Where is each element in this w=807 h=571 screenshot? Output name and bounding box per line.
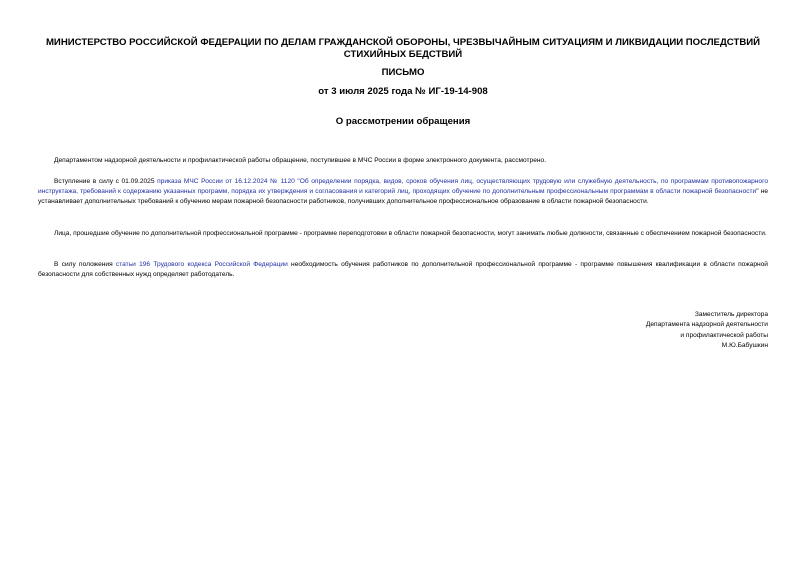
signature-name: М.Ю.Бабушкин xyxy=(721,342,768,350)
signature-position: Заместитель директора xyxy=(694,311,768,318)
signature-department-cont: и профилактической работы xyxy=(680,331,768,339)
labor-code-article-196-link[interactable]: статьи 196 Трудового кодекса Российской Федерации xyxy=(115,261,288,268)
paragraph-4 xyxy=(38,260,768,280)
paragraph-4-text-before: В силу положения xyxy=(54,261,116,268)
document-subject: О рассмотрении обращения xyxy=(335,116,471,127)
signature-block xyxy=(646,310,768,352)
organization-title: МИНИСТЕРСТВО РОССИЙСКОЙ ФЕДЕРАЦИИ ПО ДЕЛАМ ГРАЖДАНСКОЙ ОБОРОНЫ, ЧРЕЗВЫЧАЙНЫМ СИТУАЦИЯМ И ЛИКВИДАЦИИ ПОСЛЕДСТВИЙ СТИХИЙНЫХ БЕДСТВИЙ xyxy=(45,37,761,60)
paragraph-1: Департаментом надзорной деятельности и профилактической работы обращение, поступившее в МЧС России в форме электронного документа, рассмотрено. xyxy=(54,157,547,164)
paragraph-2-text-after: " не устанавливает дополнительных требований к обучению мерам пожарной безопасности работников, получивших дополнительное профессиональное образование в области пожарной безопасности. xyxy=(38,188,769,205)
document-date-number: от 3 июля 2025 года № ИГ-19-14-908 xyxy=(318,86,488,97)
order-1120-link[interactable]: приказа МЧС России от 16.12.2024 № 1120 "Об определении порядка, видов, сроков обучения лиц, осуществляющих трудовую или служебную деятельность, по программам противопожарного инструктажа, требований к содержанию указанных программ, порядка их утверждения и согласования и категорий лиц, проходящих обучение по дополнительным профессиональным программам в области пожарной безопасности xyxy=(38,178,769,195)
paragraph-2-text-before: Вступление в силу с 01.09.2025 xyxy=(54,178,158,185)
paragraph-3: Лица, прошедшие обучение по дополнительной профессиональной программе - программе переподготовки в области пожарной безопасности, могут занимать любые должности, связанные с обеспечением пожарной безопасности. xyxy=(54,230,767,237)
paragraph-4-text-after: необходимость обучения работников по дополнительной профессиональной программе - программе повышения квалификации в области пожарной безопасности для собственных нужд определяет работодатель. xyxy=(38,261,768,278)
paragraph-2 xyxy=(38,177,768,207)
signature-department: Департамента надзорной деятельности xyxy=(645,321,768,329)
document-type: ПИСЬМО xyxy=(381,67,425,78)
